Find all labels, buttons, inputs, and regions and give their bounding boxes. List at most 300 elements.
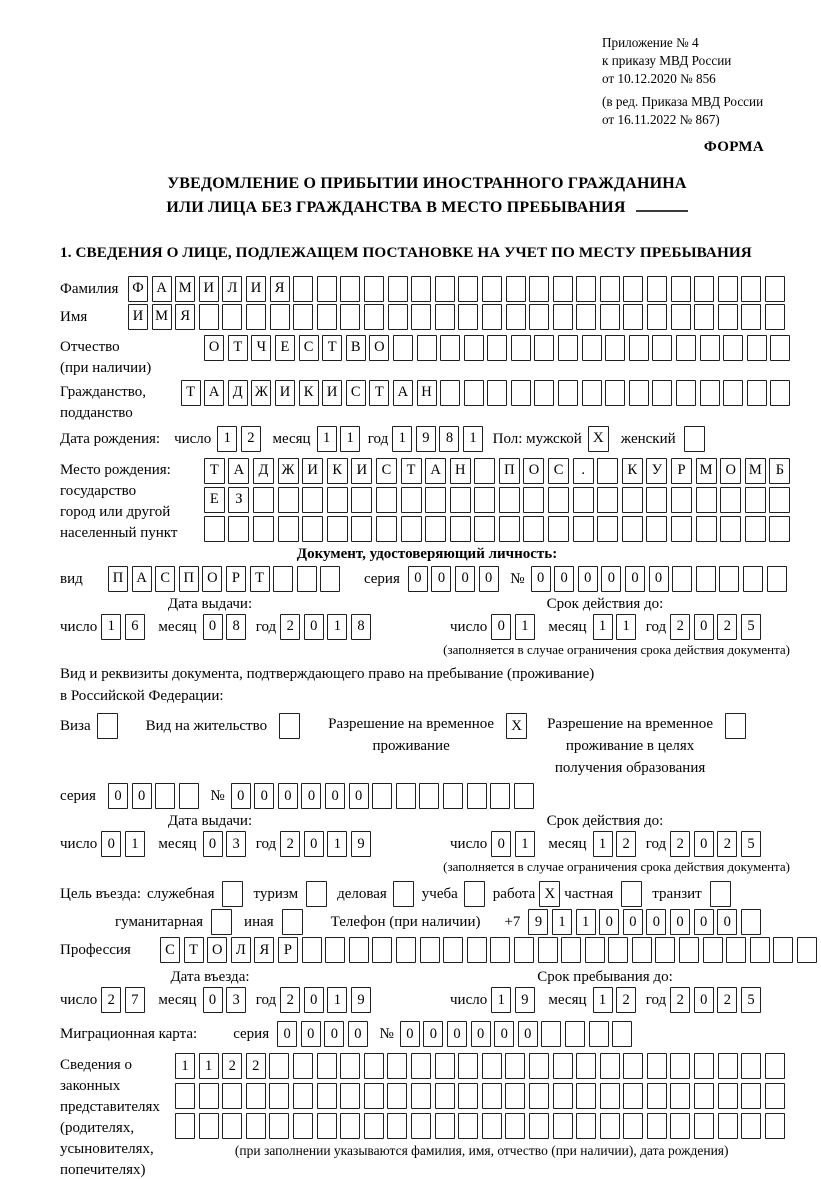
char-cell[interactable]: Т — [228, 335, 248, 361]
char-cell[interactable]: 0 — [447, 1021, 467, 1047]
char-cell[interactable] — [420, 937, 440, 963]
char-cell[interactable]: 0 — [108, 783, 128, 809]
char-cell[interactable] — [523, 487, 544, 513]
char-cell[interactable] — [765, 276, 785, 302]
char-cell[interactable] — [652, 335, 672, 361]
char-cell[interactable] — [317, 1053, 337, 1079]
char-cell[interactable]: 1 — [327, 614, 347, 640]
char-cell[interactable] — [458, 304, 478, 330]
char-cell[interactable] — [558, 380, 578, 406]
char-cell[interactable] — [505, 1083, 525, 1109]
char-cell[interactable]: А — [204, 380, 224, 406]
char-cell[interactable] — [482, 276, 502, 302]
char-cell[interactable]: М — [696, 458, 717, 484]
char-cell[interactable] — [523, 516, 544, 542]
char-cell[interactable]: 0 — [301, 783, 321, 809]
char-cell[interactable] — [179, 783, 199, 809]
char-cell[interactable] — [745, 487, 766, 513]
char-cell[interactable]: Н — [450, 458, 471, 484]
char-cell[interactable] — [269, 1053, 289, 1079]
char-cell[interactable] — [670, 1113, 690, 1139]
char-cell[interactable] — [765, 1053, 785, 1079]
purpose-work-checkbox[interactable]: X — [539, 881, 560, 907]
char-cell[interactable]: М — [152, 304, 172, 330]
char-cell[interactable] — [720, 516, 741, 542]
char-cell[interactable] — [719, 566, 739, 592]
char-cell[interactable] — [269, 1113, 289, 1139]
char-cell[interactable] — [647, 1113, 667, 1139]
char-cell[interactable]: И — [302, 458, 323, 484]
char-cell[interactable] — [411, 1053, 431, 1079]
char-cell[interactable]: Д — [253, 458, 274, 484]
char-cell[interactable]: 1 — [317, 426, 337, 452]
char-cell[interactable] — [700, 380, 720, 406]
char-cell[interactable]: 2 — [241, 426, 261, 452]
char-cell[interactable] — [696, 566, 716, 592]
char-cell[interactable] — [278, 487, 299, 513]
char-cell[interactable]: 0 — [423, 1021, 443, 1047]
temp-residence-checkbox[interactable]: X — [506, 713, 527, 739]
char-cell[interactable] — [435, 276, 455, 302]
char-cell[interactable]: К — [327, 458, 348, 484]
char-cell[interactable] — [393, 335, 413, 361]
char-cell[interactable] — [511, 380, 531, 406]
char-cell[interactable] — [769, 516, 790, 542]
char-cell[interactable] — [646, 516, 667, 542]
char-cell[interactable]: А — [132, 566, 152, 592]
char-cell[interactable] — [765, 304, 785, 330]
char-cell[interactable]: 0 — [101, 831, 121, 857]
char-cell[interactable] — [340, 1113, 360, 1139]
char-cell[interactable] — [576, 276, 596, 302]
char-cell[interactable]: 0 — [518, 1021, 538, 1047]
char-cell[interactable] — [175, 1083, 195, 1109]
char-cell[interactable]: Ж — [251, 380, 271, 406]
char-cell[interactable] — [703, 937, 723, 963]
char-cell[interactable]: А — [393, 380, 413, 406]
char-cell[interactable] — [450, 516, 471, 542]
char-cell[interactable] — [765, 1083, 785, 1109]
char-cell[interactable]: 2 — [670, 987, 690, 1013]
char-cell[interactable] — [435, 304, 455, 330]
char-cell[interactable]: Т — [184, 937, 204, 963]
char-cell[interactable] — [647, 1083, 667, 1109]
char-cell[interactable]: 5 — [741, 987, 761, 1013]
female-checkbox[interactable] — [684, 426, 705, 452]
char-cell[interactable]: 9 — [515, 987, 535, 1013]
char-cell[interactable] — [435, 1113, 455, 1139]
char-cell[interactable] — [317, 1113, 337, 1139]
char-cell[interactable]: 9 — [351, 831, 371, 857]
char-cell[interactable] — [293, 1113, 313, 1139]
char-cell[interactable]: 1 — [576, 909, 596, 935]
char-cell[interactable]: О — [523, 458, 544, 484]
char-cell[interactable] — [401, 516, 422, 542]
char-cell[interactable] — [647, 1053, 667, 1079]
char-cell[interactable]: 0 — [304, 831, 324, 857]
char-cell[interactable] — [529, 276, 549, 302]
char-cell[interactable] — [612, 1021, 632, 1047]
char-cell[interactable] — [327, 516, 348, 542]
char-cell[interactable]: 0 — [599, 909, 619, 935]
char-cell[interactable] — [372, 783, 392, 809]
char-cell[interactable] — [222, 304, 242, 330]
char-cell[interactable]: Я — [175, 304, 195, 330]
char-cell[interactable] — [576, 304, 596, 330]
purpose-study-checkbox[interactable] — [464, 881, 485, 907]
char-cell[interactable] — [741, 304, 761, 330]
char-cell[interactable] — [364, 1053, 384, 1079]
char-cell[interactable]: А — [152, 276, 172, 302]
char-cell[interactable] — [487, 335, 507, 361]
char-cell[interactable]: О — [207, 937, 227, 963]
char-cell[interactable]: Р — [278, 937, 298, 963]
char-cell[interactable]: 1 — [552, 909, 572, 935]
char-cell[interactable] — [589, 1021, 609, 1047]
char-cell[interactable] — [747, 335, 767, 361]
char-cell[interactable]: С — [299, 335, 319, 361]
char-cell[interactable] — [622, 516, 643, 542]
char-cell[interactable] — [723, 335, 743, 361]
char-cell[interactable] — [694, 1053, 714, 1079]
char-cell[interactable] — [269, 1083, 289, 1109]
char-cell[interactable] — [597, 487, 618, 513]
char-cell[interactable] — [529, 1083, 549, 1109]
char-cell[interactable]: Е — [204, 487, 225, 513]
char-cell[interactable]: С — [376, 458, 397, 484]
char-cell[interactable] — [767, 566, 787, 592]
residence-permit-checkbox[interactable] — [279, 713, 300, 739]
char-cell[interactable] — [458, 1113, 478, 1139]
char-cell[interactable]: 3 — [226, 987, 246, 1013]
char-cell[interactable] — [499, 487, 520, 513]
char-cell[interactable] — [458, 276, 478, 302]
char-cell[interactable] — [270, 304, 290, 330]
char-cell[interactable] — [505, 1053, 525, 1079]
char-cell[interactable] — [582, 380, 602, 406]
char-cell[interactable] — [419, 783, 439, 809]
char-cell[interactable] — [671, 276, 691, 302]
char-cell[interactable]: Е — [275, 335, 295, 361]
char-cell[interactable]: П — [499, 458, 520, 484]
char-cell[interactable] — [317, 304, 337, 330]
char-cell[interactable]: 1 — [327, 987, 347, 1013]
char-cell[interactable] — [770, 335, 790, 361]
char-cell[interactable]: И — [275, 380, 295, 406]
char-cell[interactable]: 9 — [351, 987, 371, 1013]
char-cell[interactable] — [506, 304, 526, 330]
char-cell[interactable] — [608, 937, 628, 963]
char-cell[interactable] — [534, 380, 554, 406]
purpose-business-checkbox[interactable] — [393, 881, 414, 907]
char-cell[interactable]: 8 — [439, 426, 459, 452]
char-cell[interactable]: Я — [254, 937, 274, 963]
char-cell[interactable]: О — [720, 458, 741, 484]
char-cell[interactable] — [623, 1053, 643, 1079]
char-cell[interactable]: 0 — [325, 783, 345, 809]
char-cell[interactable] — [670, 1083, 690, 1109]
char-cell[interactable] — [364, 276, 384, 302]
char-cell[interactable]: 0 — [348, 1021, 368, 1047]
char-cell[interactable] — [325, 937, 345, 963]
char-cell[interactable] — [718, 304, 738, 330]
char-cell[interactable] — [745, 516, 766, 542]
char-cell[interactable]: У — [646, 458, 667, 484]
char-cell[interactable]: И — [246, 276, 266, 302]
char-cell[interactable] — [741, 1053, 761, 1079]
char-cell[interactable] — [747, 380, 767, 406]
char-cell[interactable]: А — [425, 458, 446, 484]
char-cell[interactable] — [388, 304, 408, 330]
char-cell[interactable] — [553, 276, 573, 302]
char-cell[interactable]: З — [228, 487, 249, 513]
char-cell[interactable] — [646, 487, 667, 513]
char-cell[interactable] — [435, 1083, 455, 1109]
char-cell[interactable] — [765, 1113, 785, 1139]
char-cell[interactable] — [155, 783, 175, 809]
char-cell[interactable]: 1 — [392, 426, 412, 452]
char-cell[interactable] — [435, 1053, 455, 1079]
char-cell[interactable]: 0 — [694, 614, 714, 640]
purpose-humanitarian-checkbox[interactable] — [211, 909, 232, 935]
char-cell[interactable] — [597, 516, 618, 542]
char-cell[interactable] — [769, 487, 790, 513]
char-cell[interactable]: 0 — [494, 1021, 514, 1047]
char-cell[interactable]: Т — [250, 566, 270, 592]
char-cell[interactable]: 1 — [593, 614, 613, 640]
char-cell[interactable] — [679, 937, 699, 963]
char-cell[interactable] — [600, 1113, 620, 1139]
char-cell[interactable] — [340, 304, 360, 330]
char-cell[interactable] — [222, 1083, 242, 1109]
char-cell[interactable] — [293, 304, 313, 330]
char-cell[interactable] — [741, 1113, 761, 1139]
char-cell[interactable] — [425, 487, 446, 513]
char-cell[interactable] — [278, 516, 299, 542]
char-cell[interactable] — [561, 937, 581, 963]
purpose-other-checkbox[interactable] — [282, 909, 303, 935]
char-cell[interactable]: О — [202, 566, 222, 592]
char-cell[interactable] — [696, 516, 717, 542]
char-cell[interactable]: 3 — [226, 831, 246, 857]
char-cell[interactable] — [482, 1113, 502, 1139]
char-cell[interactable]: 1 — [101, 614, 121, 640]
char-cell[interactable] — [723, 380, 743, 406]
char-cell[interactable]: В — [346, 335, 366, 361]
char-cell[interactable]: 0 — [324, 1021, 344, 1047]
char-cell[interactable] — [582, 335, 602, 361]
char-cell[interactable] — [622, 487, 643, 513]
char-cell[interactable] — [672, 566, 692, 592]
char-cell[interactable]: 2 — [717, 987, 737, 1013]
char-cell[interactable] — [175, 1113, 195, 1139]
char-cell[interactable]: Р — [226, 566, 246, 592]
char-cell[interactable] — [364, 304, 384, 330]
char-cell[interactable] — [317, 276, 337, 302]
char-cell[interactable]: И — [128, 304, 148, 330]
char-cell[interactable]: О — [369, 335, 389, 361]
char-cell[interactable]: 0 — [278, 783, 298, 809]
char-cell[interactable] — [364, 1083, 384, 1109]
char-cell[interactable] — [676, 380, 696, 406]
char-cell[interactable] — [676, 335, 696, 361]
char-cell[interactable] — [726, 937, 746, 963]
char-cell[interactable] — [529, 304, 549, 330]
char-cell[interactable] — [293, 1083, 313, 1109]
char-cell[interactable]: Т — [181, 380, 201, 406]
char-cell[interactable] — [387, 1053, 407, 1079]
char-cell[interactable]: 0 — [491, 614, 511, 640]
char-cell[interactable] — [411, 1113, 431, 1139]
char-cell[interactable] — [474, 516, 495, 542]
char-cell[interactable] — [514, 783, 534, 809]
char-cell[interactable] — [411, 1083, 431, 1109]
char-cell[interactable] — [538, 937, 558, 963]
char-cell[interactable]: 0 — [694, 831, 714, 857]
char-cell[interactable] — [228, 516, 249, 542]
char-cell[interactable] — [464, 335, 484, 361]
char-cell[interactable]: 2 — [670, 614, 690, 640]
char-cell[interactable] — [597, 458, 618, 484]
char-cell[interactable] — [529, 1053, 549, 1079]
char-cell[interactable]: Н — [417, 380, 437, 406]
char-cell[interactable]: С — [346, 380, 366, 406]
male-checkbox[interactable]: X — [588, 426, 609, 452]
char-cell[interactable]: 1 — [515, 614, 535, 640]
char-cell[interactable]: 7 — [125, 987, 145, 1013]
char-cell[interactable] — [425, 516, 446, 542]
char-cell[interactable]: 1 — [463, 426, 483, 452]
char-cell[interactable] — [351, 516, 372, 542]
char-cell[interactable] — [750, 937, 770, 963]
char-cell[interactable] — [565, 1021, 585, 1047]
char-cell[interactable]: 1 — [217, 426, 237, 452]
char-cell[interactable] — [573, 487, 594, 513]
char-cell[interactable] — [632, 937, 652, 963]
char-cell[interactable]: Д — [228, 380, 248, 406]
char-cell[interactable]: 0 — [132, 783, 152, 809]
char-cell[interactable] — [553, 304, 573, 330]
char-cell[interactable] — [364, 1113, 384, 1139]
char-cell[interactable] — [600, 276, 620, 302]
char-cell[interactable] — [718, 1113, 738, 1139]
char-cell[interactable] — [401, 487, 422, 513]
char-cell[interactable]: 1 — [199, 1053, 219, 1079]
char-cell[interactable]: С — [160, 937, 180, 963]
char-cell[interactable] — [340, 1053, 360, 1079]
char-cell[interactable]: 2 — [280, 831, 300, 857]
char-cell[interactable]: П — [108, 566, 128, 592]
char-cell[interactable] — [558, 335, 578, 361]
char-cell[interactable] — [694, 276, 714, 302]
char-cell[interactable] — [199, 304, 219, 330]
char-cell[interactable] — [317, 1083, 337, 1109]
char-cell[interactable] — [605, 335, 625, 361]
char-cell[interactable]: 1 — [593, 831, 613, 857]
char-cell[interactable]: 0 — [203, 987, 223, 1013]
char-cell[interactable] — [387, 1083, 407, 1109]
char-cell[interactable]: 1 — [125, 831, 145, 857]
char-cell[interactable] — [671, 487, 692, 513]
char-cell[interactable]: И — [351, 458, 372, 484]
char-cell[interactable] — [482, 1083, 502, 1109]
char-cell[interactable] — [741, 276, 761, 302]
char-cell[interactable] — [576, 1053, 596, 1079]
char-cell[interactable] — [548, 487, 569, 513]
char-cell[interactable] — [534, 335, 554, 361]
char-cell[interactable] — [450, 487, 471, 513]
char-cell[interactable] — [490, 937, 510, 963]
char-cell[interactable] — [253, 516, 274, 542]
char-cell[interactable] — [440, 380, 460, 406]
char-cell[interactable] — [253, 487, 274, 513]
char-cell[interactable] — [411, 276, 431, 302]
char-cell[interactable]: 0 — [601, 566, 621, 592]
char-cell[interactable]: 9 — [528, 909, 548, 935]
char-cell[interactable] — [458, 1053, 478, 1079]
char-cell[interactable]: 6 — [125, 614, 145, 640]
char-cell[interactable] — [506, 276, 526, 302]
char-cell[interactable]: Л — [231, 937, 251, 963]
char-cell[interactable]: 1 — [616, 614, 636, 640]
char-cell[interactable] — [340, 276, 360, 302]
char-cell[interactable]: Я — [270, 276, 290, 302]
char-cell[interactable] — [396, 783, 416, 809]
char-cell[interactable] — [718, 1083, 738, 1109]
visa-checkbox[interactable] — [97, 713, 118, 739]
char-cell[interactable] — [474, 458, 495, 484]
char-cell[interactable]: 1 — [340, 426, 360, 452]
char-cell[interactable] — [487, 380, 507, 406]
char-cell[interactable]: 0 — [277, 1021, 297, 1047]
char-cell[interactable] — [647, 304, 667, 330]
char-cell[interactable]: 5 — [741, 831, 761, 857]
char-cell[interactable]: И — [199, 276, 219, 302]
char-cell[interactable] — [320, 566, 340, 592]
char-cell[interactable]: А — [228, 458, 249, 484]
char-cell[interactable] — [770, 380, 790, 406]
char-cell[interactable]: И — [322, 380, 342, 406]
char-cell[interactable] — [623, 1083, 643, 1109]
char-cell[interactable] — [600, 304, 620, 330]
char-cell[interactable]: 2 — [616, 987, 636, 1013]
char-cell[interactable] — [700, 335, 720, 361]
char-cell[interactable]: 0 — [694, 987, 714, 1013]
char-cell[interactable] — [372, 937, 392, 963]
char-cell[interactable]: М — [745, 458, 766, 484]
char-cell[interactable]: 2 — [101, 987, 121, 1013]
char-cell[interactable]: 0 — [649, 566, 669, 592]
char-cell[interactable] — [246, 1113, 266, 1139]
purpose-private-checkbox[interactable] — [621, 881, 642, 907]
char-cell[interactable]: 0 — [471, 1021, 491, 1047]
char-cell[interactable]: Т — [204, 458, 225, 484]
char-cell[interactable]: . — [573, 458, 594, 484]
char-cell[interactable] — [482, 304, 502, 330]
char-cell[interactable] — [718, 276, 738, 302]
char-cell[interactable]: К — [299, 380, 319, 406]
char-cell[interactable] — [600, 1053, 620, 1079]
char-cell[interactable] — [553, 1113, 573, 1139]
char-cell[interactable]: 8 — [351, 614, 371, 640]
char-cell[interactable]: Т — [322, 335, 342, 361]
char-cell[interactable] — [629, 335, 649, 361]
char-cell[interactable] — [273, 566, 293, 592]
char-cell[interactable]: Ж — [278, 458, 299, 484]
char-cell[interactable] — [297, 566, 317, 592]
char-cell[interactable]: Р — [671, 458, 692, 484]
char-cell[interactable]: 9 — [416, 426, 436, 452]
